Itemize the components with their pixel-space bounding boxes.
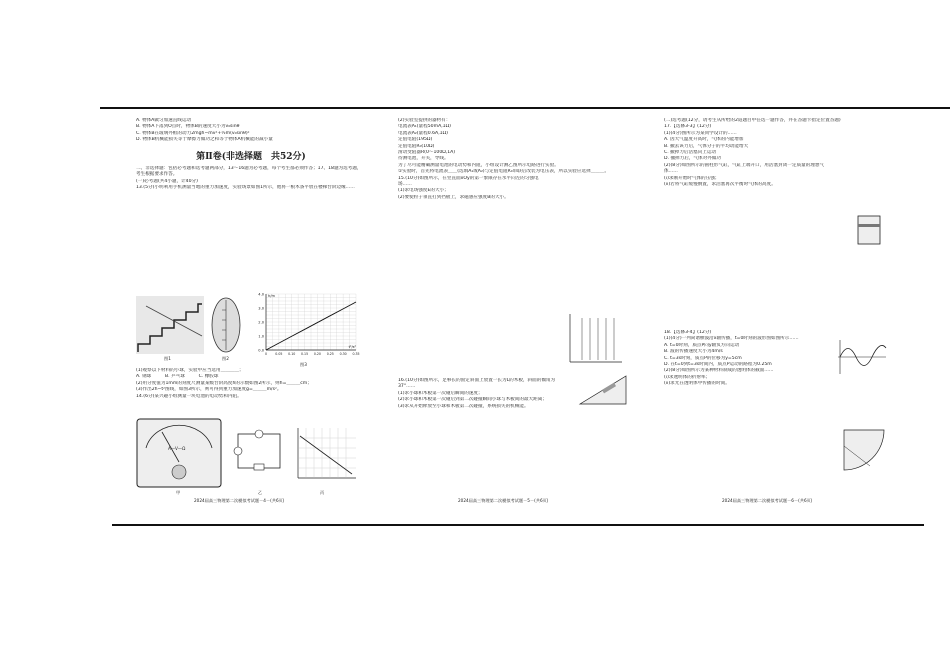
c3-line-16: (2)(8分)如图所示为某种材料制成的透明体的截面……: [664, 368, 774, 374]
c2-line-3: 定值电阻(195Ω): [398, 137, 433, 143]
c3-line-1: 17.【选修3-3】(12分): [664, 124, 712, 130]
stairs-figure: [136, 296, 204, 354]
c3-line-6: D. 撤掉力后，气体对外做功: [664, 156, 721, 162]
c2-line-7: 为了尽可能精确测量电池的电动势和内阻，小组设计测乙图所示电路进行实验。: [398, 162, 559, 168]
fig-yi-label: 乙: [258, 490, 263, 495]
footer-page-5: 2024届高三物理第二次模拟考试题－5－(共6页): [458, 498, 549, 503]
c3-line-5: C. 撤掉力后活塞向上运动: [664, 150, 717, 156]
x-tick-label: 0.20: [313, 352, 321, 356]
c3-line-0: (二)选考题(12分，请考生从所给的2道题目中任选一题作答，并在答题卡指定位置答题): [664, 118, 841, 123]
c2-line-5: 滑动变阻器R(0～100Ω,1A): [398, 150, 456, 156]
footer-page-4: 2024届高三物理第二次模拟考试题－4－(共6页): [194, 498, 285, 503]
c2-line-0: (2)实验室提供的器材有：: [398, 118, 451, 123]
y-tick-label: 1.0: [258, 334, 264, 339]
option-d: D. 物体B机械能损失等于摩擦力做功之和等于物体A机械能的减小量: [136, 137, 273, 143]
wave-figure: [836, 338, 888, 376]
c3-line-2: (1)(4分)图所示为某同学设计的……: [664, 130, 737, 136]
y-tick-label: 2.0: [258, 320, 264, 325]
q13-part1: (1)观察以下材料的小球，实验中应当选用＿＿＿＿；: [136, 368, 244, 373]
incline-figure: [578, 372, 628, 406]
fig2-label: 图2: [222, 356, 229, 361]
x-tick-label: 0: [264, 352, 268, 356]
x-tick-label: 0.30: [339, 352, 347, 356]
q13-part3: (3)作出2h−t²图线，如图3所示，则可得到重力加速度g=＿＿＿m/s²。: [136, 387, 282, 393]
current-graph-figure: [292, 424, 358, 482]
c3-line-3: A. 因大气温度升高时，气体的内能增加: [664, 137, 744, 143]
c3-line-4: B. 撤去该力后，气体分子的平均动能增大: [664, 143, 749, 149]
fig-jia-label: 甲: [176, 490, 181, 495]
c2-line-13: (1)求小球和木板第一次碰后瞬间的速度；: [398, 390, 483, 396]
c2-line-1: 电流表A₁(量程50mA,1Ω): [398, 124, 451, 130]
page-5-column: [398, 118, 626, 201]
option-b: B. 物体A下落到O点时，物体B的速度大小为v₀sinθ: [136, 124, 240, 130]
x-tick-label: 0.05: [275, 352, 283, 356]
c3-line-10: 18.【选修3-4】(12分): [664, 330, 712, 335]
c3-line-15: D. 在t=0到t=3s时间内，质点P运动的路程为0.25m: [664, 362, 772, 368]
q13-choices: A. 钢球 B. 乒乓球 C. 橡胶球: [136, 374, 219, 380]
c2-line-8: ①实验时，首先将电流表＿＿(选填A₁或A₂)与定值电阻R₀串联后改装为电压表，所以实验应选择＿＿＿。: [398, 169, 610, 175]
c3-line-9: (ii)若将气缸缓慢倒置，求活塞再次平衡时气体的高度。: [664, 182, 776, 188]
bottom-rule: [112, 524, 924, 526]
fig-bing-label: 丙: [320, 490, 325, 495]
top-rule: [100, 107, 950, 109]
cylinder-figure: [852, 210, 886, 246]
x-tick-label: 0.15: [301, 352, 309, 356]
h-t2-chart: [252, 290, 362, 360]
question-13: 13.(5分)小明利用手机测量当地的重力加速度，实验场景如图1所示，他将一根木条平放在楼梯台阶边缘……: [136, 185, 355, 191]
c3-line-8: (i)求刚开始时气体的压强；: [664, 175, 720, 181]
x-tick-label: 0.25: [326, 352, 334, 356]
meter-label: A—V—Ω: [168, 446, 186, 451]
section-title: 第Ⅱ卷(非选择题 共52分): [196, 151, 306, 162]
c2-line-15: (3)求从开始释放至小球和木板第二次碰撞，系统损失的机械能。: [398, 403, 529, 409]
instructions: 二、非选择题：包括必考题和选考题两部分，13～16题为必考题，每个考生都必须作答；17、18题为选考题，考生根据要求作答。: [136, 166, 362, 178]
c2-line-12: 16.(10分)如图所示，足够长的固定斜面上放置一长为L的木板，斜面的倾角为37°……: [398, 378, 556, 390]
c3-line-17: (i)求透明体的折射率；: [664, 374, 711, 380]
subsection-title: (一)必考题(共4小题，计40分): [136, 178, 198, 184]
c2-line-2: 电流表A₂(量程0.6A,1Ω): [398, 130, 448, 136]
c3-line-18: (ii)求光在透明体中传播的时间。: [664, 381, 730, 387]
y-axis-label: h/m: [268, 294, 275, 298]
footer-page-6: 2024届高三物理第二次模拟考试题－6－(共6页): [722, 498, 813, 503]
optical-figure: [840, 426, 886, 474]
c3-line-14: C. t=3s时刻，质点P的位移为y=5cm: [664, 355, 742, 361]
c2-line-6: 待测电池，开关，导线。: [398, 156, 449, 162]
question-13-parts: [136, 368, 366, 400]
field-figure: [566, 312, 624, 366]
x-axis-label: t²/s²: [348, 345, 356, 349]
multimeter-figure: [136, 418, 222, 488]
c3-line-13: B. 波的传播速度大小为4m/s: [664, 349, 723, 355]
option-c: C. 物体B在玻璃外框的动力2mgh−mv²+½m(v₀sinθ)²: [136, 130, 250, 136]
circuit-figure: [232, 428, 286, 474]
x-tick-label: 0.10: [288, 352, 296, 356]
fig1-label: 图1: [164, 356, 171, 361]
fig3-label: 图3: [300, 362, 307, 367]
question-14-text: 14.(6分)某兴趣小组测量一块电池的电动势和内阻。: [136, 393, 242, 399]
y-tick-label: 3.0: [258, 306, 264, 311]
q13-part2: (2)用分度值为1mm的刻度尺测量某级台阶高度h的示数如图2所示，则h=＿＿＿cm；: [136, 380, 312, 386]
ruler-figure: [210, 296, 242, 354]
c2-line-4: 定值电阻R₀(10Ω): [398, 143, 435, 149]
c3-line-7: (2)(8分)如图所示的圆柱形气缸，气缸上端开口，用活塞封闭一定质量的理想气体……: [664, 162, 825, 175]
x-tick-label: 0.35: [352, 352, 360, 356]
y-tick-label: 0.0: [258, 348, 264, 353]
c2-line-9: 15.(10分)如图所示，在竖直面xOy的第一象限存在水平向左的匀强电场……: [398, 175, 539, 188]
y-tick-label: 4.0: [258, 292, 264, 297]
c3-line-11: (1)(4分)一列简谐横波沿x轴传播，t=0时刻的波形图如图所示……: [664, 336, 799, 342]
page-4-column: [136, 118, 366, 192]
c2-line-11: (2)要使粒子垂直打到挡板上，求磁感应强度B的大小。: [398, 194, 509, 200]
page-6-column: [664, 118, 886, 188]
c2-line-10: (1)求电场强度E的大小；: [398, 188, 449, 194]
option-a: A. 物体A做匀加速直线运动: [136, 118, 192, 123]
c3-line-12: A. t=0时刻，质点P向y轴负方向运动: [664, 342, 740, 348]
c2-line-14: (2)求小球和木板第一次碰后到第二次碰撞瞬间小球与木板间的最大距离；: [398, 397, 547, 403]
